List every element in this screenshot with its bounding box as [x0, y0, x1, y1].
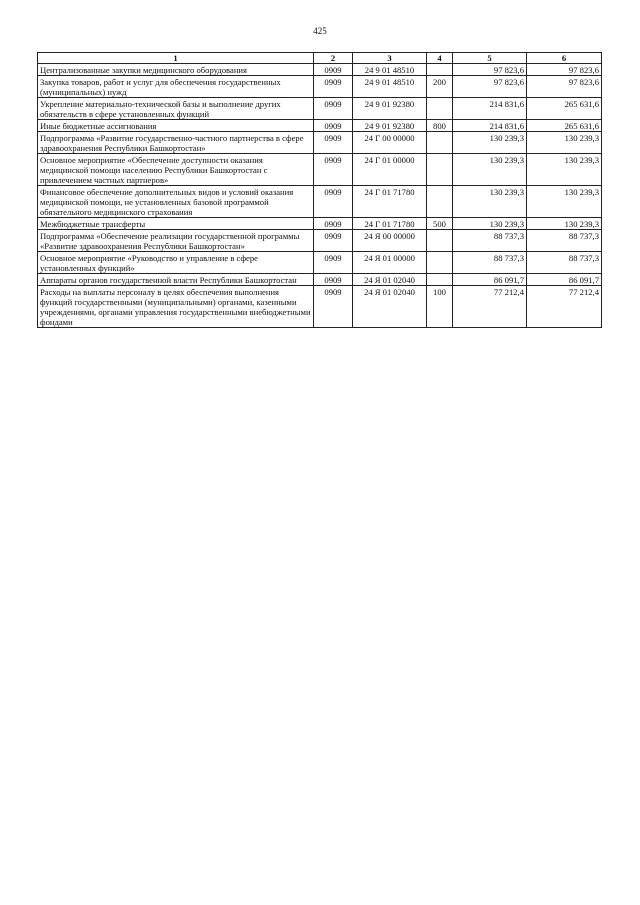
section-code-cell: 0909 — [314, 274, 353, 286]
amount-year1-cell: 97 823,6 — [453, 76, 527, 98]
target-article-cell: 24 9 01 48510 — [353, 64, 427, 76]
amount-year1-cell: 214 831,6 — [453, 120, 527, 132]
row-name-cell: Расходы на выплаты персоналу в целях обеспечения выполнения функций государственными (муниципальными) органами, казенными учреждениями, органами управления государственными внебюджетными фондами — [38, 286, 314, 328]
row-name-cell: Централизованные закупки медицинского оборудования — [38, 64, 314, 76]
amount-year2-cell: 265 631,6 — [527, 120, 602, 132]
expense-type-cell: 500 — [427, 218, 453, 230]
amount-year1-cell: 130 239,3 — [453, 218, 527, 230]
table-row — [38, 120, 602, 132]
table-row — [38, 286, 602, 328]
table-row — [38, 154, 602, 186]
section-code-cell: 0909 — [314, 98, 353, 120]
expense-type-cell — [427, 186, 453, 218]
target-article-cell: 24 Я 00 00000 — [353, 230, 427, 252]
section-code-cell: 0909 — [314, 76, 353, 98]
col-header-3: 3 — [353, 53, 427, 64]
amount-year1-cell: 77 212,4 — [453, 286, 527, 328]
table-row — [38, 274, 602, 286]
amount-year1-cell: 88 737,3 — [453, 252, 527, 274]
expense-type-cell — [427, 132, 453, 154]
table-row — [38, 76, 602, 98]
expense-type-cell — [427, 274, 453, 286]
expense-type-cell: 100 — [427, 286, 453, 328]
amount-year1-cell: 130 239,3 — [453, 186, 527, 218]
section-code-cell: 0909 — [314, 230, 353, 252]
target-article-cell: 24 9 01 92380 — [353, 98, 427, 120]
amount-year1-cell: 130 239,3 — [453, 154, 527, 186]
row-name-cell: Финансовое обеспечение дополнительных видов и условий оказания медицинской помощи, не установленных базовой программой обязательного медицинского страхования — [38, 186, 314, 218]
row-name-cell: Иные бюджетные ассигнования — [38, 120, 314, 132]
amount-year2-cell: 97 823,6 — [527, 76, 602, 98]
row-name-cell: Основное мероприятие «Обеспечение доступности оказания медицинской помощи населению Республики Башкортостан с привлечением частных партнеров» — [38, 154, 314, 186]
table-row — [38, 230, 602, 252]
amount-year2-cell: 130 239,3 — [527, 154, 602, 186]
col-header-1: 1 — [38, 53, 314, 64]
page-number: 425 — [313, 26, 327, 36]
row-name-cell: Основное мероприятие «Руководство и управление в сфере установленных функций» — [38, 252, 314, 274]
amount-year2-cell: 88 737,3 — [527, 230, 602, 252]
budget-table — [37, 52, 602, 328]
section-code-cell: 0909 — [314, 154, 353, 186]
target-article-cell: 24 Г 01 71780 — [353, 186, 427, 218]
amount-year2-cell: 88 737,3 — [527, 252, 602, 274]
row-name-cell: Закупка товаров, работ и услуг для обеспечения государственных (муниципальных) нужд — [38, 76, 314, 98]
section-code-cell: 0909 — [314, 286, 353, 328]
target-article-cell: 24 Г 01 71780 — [353, 218, 427, 230]
amount-year2-cell: 97 823,6 — [527, 64, 602, 76]
expense-type-cell — [427, 98, 453, 120]
amount-year1-cell: 214 831,6 — [453, 98, 527, 120]
section-code-cell: 0909 — [314, 64, 353, 76]
amount-year2-cell: 130 239,3 — [527, 132, 602, 154]
target-article-cell: 24 Я 01 02040 — [353, 286, 427, 328]
target-article-cell: 24 Г 01 00000 — [353, 154, 427, 186]
target-article-cell: 24 Я 01 02040 — [353, 274, 427, 286]
header-row — [38, 53, 602, 64]
row-name-cell: Межбюджетные трансферты — [38, 218, 314, 230]
section-code-cell: 0909 — [314, 132, 353, 154]
expense-type-cell — [427, 64, 453, 76]
expense-type-cell — [427, 154, 453, 186]
amount-year1-cell: 97 823,6 — [453, 64, 527, 76]
section-code-cell: 0909 — [314, 120, 353, 132]
table-body — [38, 64, 602, 328]
row-name-cell: Аппараты органов государственной власти Республики Башкортостан — [38, 274, 314, 286]
col-header-4: 4 — [427, 53, 453, 64]
col-header-2: 2 — [314, 53, 353, 64]
table-row — [38, 132, 602, 154]
section-code-cell: 0909 — [314, 218, 353, 230]
target-article-cell: 24 9 01 92380 — [353, 120, 427, 132]
amount-year1-cell: 130 239,3 — [453, 132, 527, 154]
amount-year2-cell: 77 212,4 — [527, 286, 602, 328]
target-article-cell: 24 Я 01 00000 — [353, 252, 427, 274]
expense-type-cell: 800 — [427, 120, 453, 132]
section-code-cell: 0909 — [314, 186, 353, 218]
row-name-cell: Подпрограмма «Развитие государственно-частного партнерства в сфере здравоохранения Республики Башкортостан» — [38, 132, 314, 154]
amount-year1-cell: 88 737,3 — [453, 230, 527, 252]
table-row — [38, 218, 602, 230]
amount-year2-cell: 130 239,3 — [527, 186, 602, 218]
target-article-cell: 24 Г 00 00000 — [353, 132, 427, 154]
col-header-5: 5 — [453, 53, 527, 64]
table-row — [38, 186, 602, 218]
row-name-cell: Укрепление материально-технической базы и выполнение других обязательств в сфере установленных функций — [38, 98, 314, 120]
row-name-cell: Подпрограмма «Обеспечение реализации государственной программы «Развитие здравоохранения Республики Башкортостан» — [38, 230, 314, 252]
table-row — [38, 98, 602, 120]
target-article-cell: 24 9 01 48510 — [353, 76, 427, 98]
section-code-cell: 0909 — [314, 252, 353, 274]
table-row — [38, 64, 602, 76]
amount-year2-cell: 130 239,3 — [527, 218, 602, 230]
amount-year2-cell: 86 091,7 — [527, 274, 602, 286]
expense-type-cell — [427, 252, 453, 274]
col-header-6: 6 — [527, 53, 602, 64]
amount-year2-cell: 265 631,6 — [527, 98, 602, 120]
table-row — [38, 252, 602, 274]
expense-type-cell — [427, 230, 453, 252]
expense-type-cell: 200 — [427, 76, 453, 98]
amount-year1-cell: 86 091,7 — [453, 274, 527, 286]
